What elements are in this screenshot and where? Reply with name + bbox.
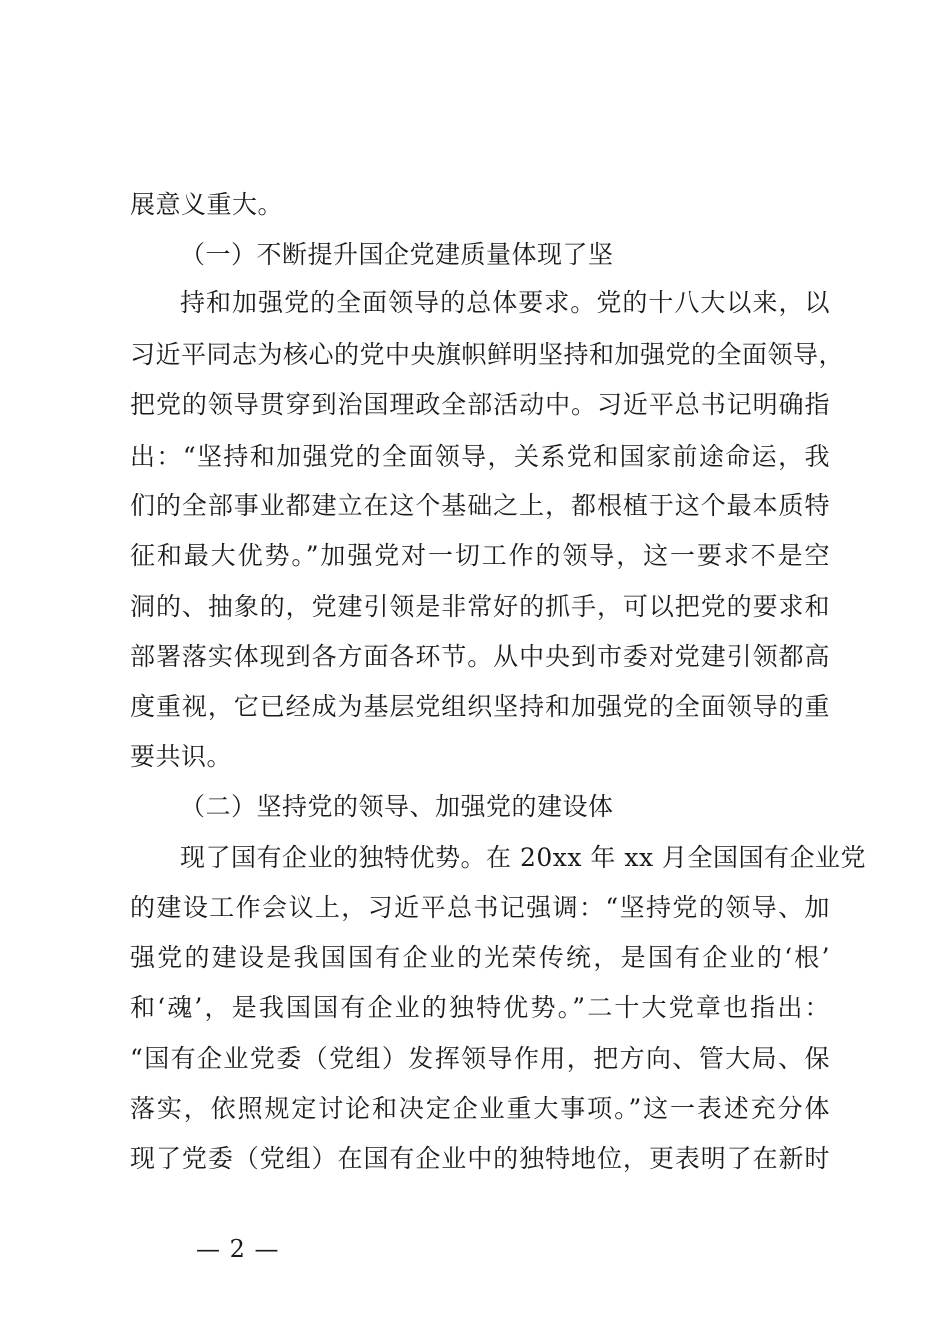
text-line-3: 持和加强党的全面领导的总体要求。党的十八大以来，以	[180, 288, 830, 317]
section-heading-1: （一）不断提升国企党建质量体现了坚	[180, 240, 614, 269]
text-line-8: 征和最大优势。”加强党对一切工作的领导，这一要求不是空	[130, 541, 830, 570]
text-line-11: 度重视，它已经成为基层党组织坚持和加强党的全面领导的重	[130, 692, 830, 721]
page-number: — 2 —	[196, 1235, 280, 1263]
text-line-6: 出：“坚持和加强党的全面领导，关系党和国家前途命运，我	[130, 442, 830, 471]
text-line-10: 部署落实体现到各方面各环节。从中央到市委对党建引领都高	[130, 642, 830, 671]
text-line-16: 强党的建设是我国国有企业的光荣传统，是国有企业的‘根’	[130, 943, 830, 972]
text-line-7: 们的全部事业都建立在这个基础之上，都根植于这个最本质特	[130, 491, 830, 520]
text-line-17: 和‘魂’，是我国国有企业的独特优势。”二十大党章也指出：	[130, 993, 830, 1022]
text-line-20: 现了党委（党组）在国有企业中的独特地位，更表明了在新时	[130, 1144, 830, 1173]
text-line-19: 落实，依照规定讨论和决定企业重大事项。”这一表述充分体	[130, 1094, 830, 1123]
text-line-12: 要共识。	[130, 742, 233, 771]
text-line-4: 习近平同志为核心的党中央旗帜鲜明坚持和加强党的全面领导，	[130, 340, 845, 369]
text-line-18: “国有企业党委（党组）发挥领导作用，把方向、管大局、保	[130, 1044, 830, 1073]
section-heading-2: （二）坚持党的领导、加强党的建设体	[180, 792, 614, 821]
text-line-15: 的建设工作会议上，习近平总书记强调：“坚持党的领导、加	[130, 893, 830, 922]
text-line-14: 现了国有企业的独特优势。在 20xx 年 xx 月全国国有企业党	[180, 843, 866, 872]
text-line-9: 洞的、抽象的，党建引领是非常好的抓手，可以把党的要求和	[130, 592, 830, 621]
text-line-5: 把党的领导贯穿到治国理政全部活动中。习近平总书记明确指	[130, 390, 830, 419]
text-line-1: 展意义重大。	[130, 190, 284, 219]
